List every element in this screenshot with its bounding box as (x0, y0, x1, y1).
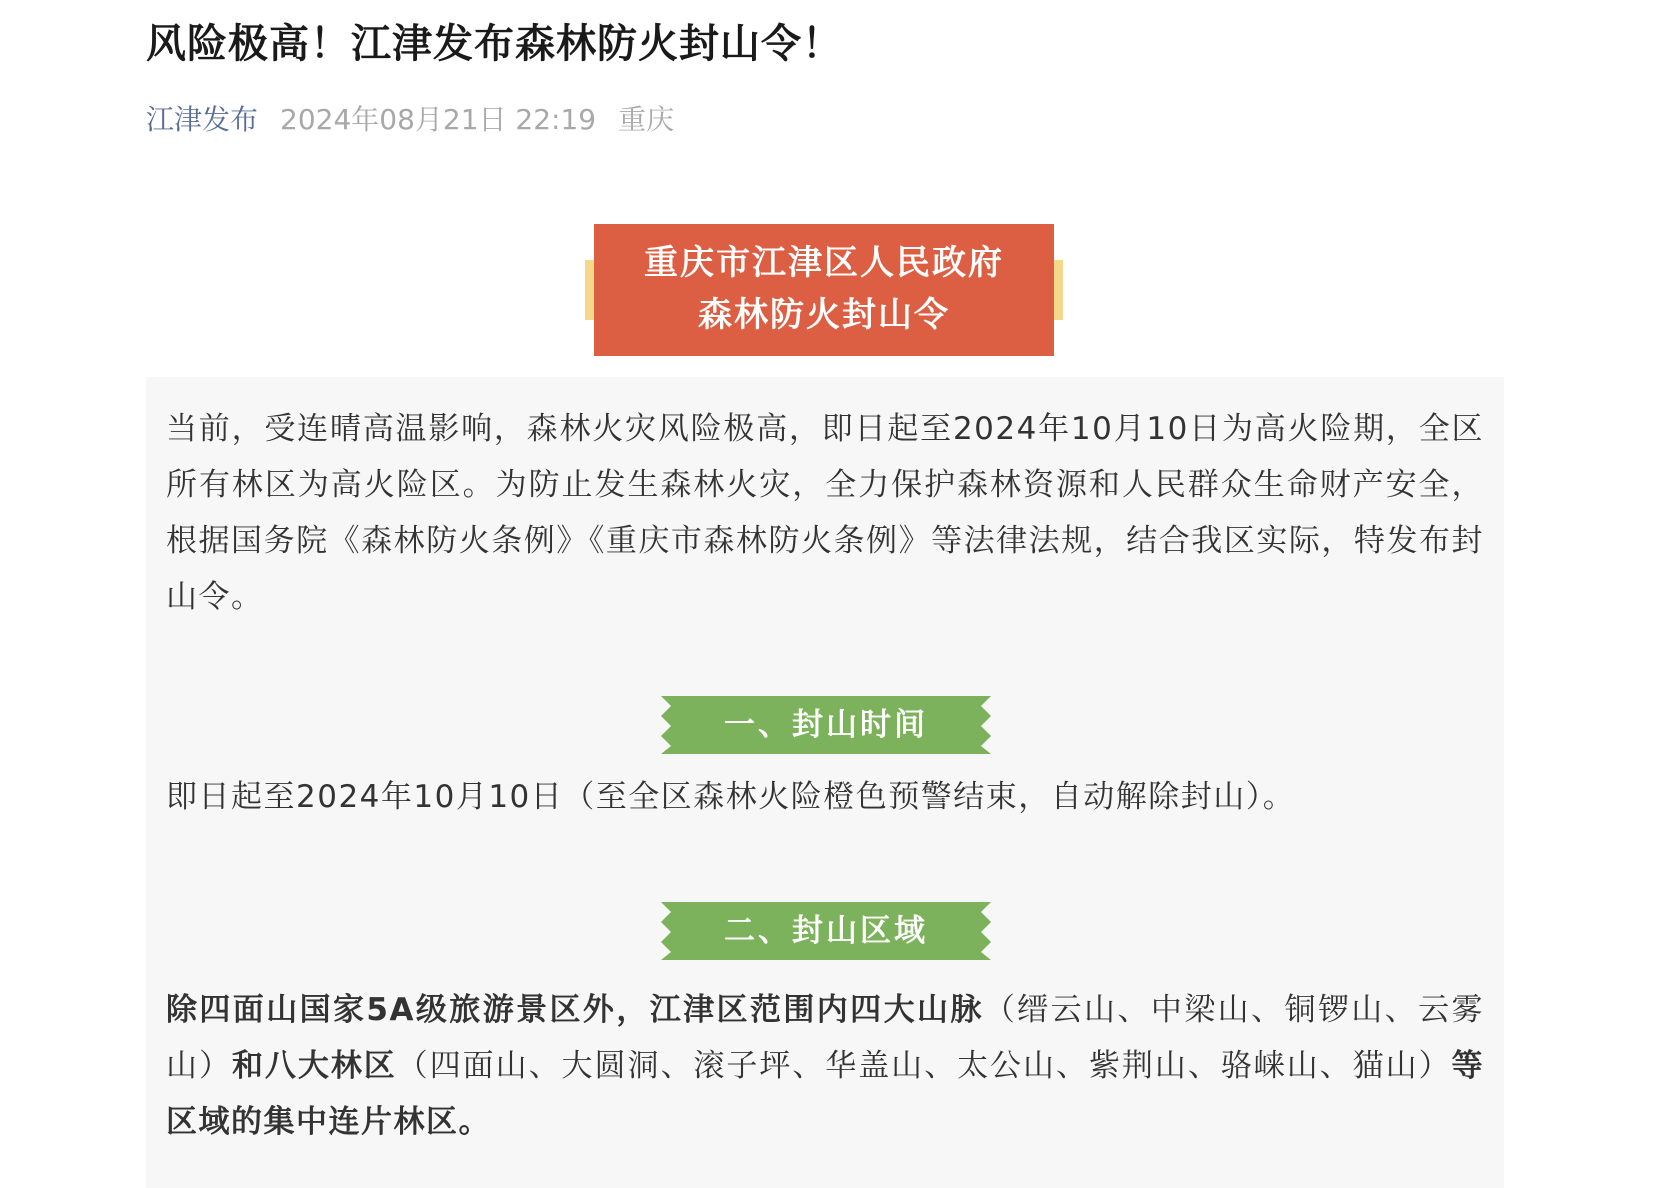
section-time-text: 即日起至2024年10月10日（至全区森林火险橙色预警结束，自动解除封山）。 (166, 779, 1296, 815)
article-meta (146, 100, 674, 140)
title-banner (585, 224, 1063, 356)
section-heading-label: 一、封山时间 (724, 707, 928, 743)
section-heading-label: 二、封山区域 (724, 913, 928, 949)
banner-line-2: 森林防火封山令 (698, 295, 950, 335)
area-bold-1: 除四面山国家5A级旅游景区外，江津区范围内四大山脉 (166, 992, 984, 1028)
section-heading-area (661, 900, 991, 962)
banner-line-1: 重庆市江津区人民政府 (644, 243, 1004, 283)
banner-wing-right (1053, 260, 1063, 320)
author-link[interactable]: 江津发布 (146, 103, 259, 136)
area-normal-2: （四面山、大圆洞、滚子坪、华盖山、太公山、紫荆山、骆崃山、猫山） (396, 1048, 1452, 1084)
publish-date: 2024年08月21日 22:19 (280, 103, 597, 136)
article-title: 风险极高！江津发布森林防火封山令！ (146, 21, 843, 67)
publish-location: 重庆 (618, 103, 675, 136)
section-area-text (166, 982, 1484, 1150)
content-panel (146, 377, 1504, 1188)
section-heading-time (661, 694, 991, 756)
area-bold-2: 和八大林区 (231, 1048, 397, 1084)
area-normal-1: （缙云山、中梁山、铜锣山、云雾山） (166, 992, 1484, 1084)
banner-box (594, 224, 1054, 356)
area-bold-3: 等区域的集中连片林区。 (166, 1048, 1485, 1140)
intro-paragraph: 当前，受连晴高温影响，森林火灾风险极高，即日起至2024年10月10日为高火险期，全区所有林区为高火险区。为防止发生森林火灾，全力保护森林资源和人民群众生命财产安全，根据国务院《森林防火条例》《重庆市森林防火条例》等法律法规，结合我区实际，特发布封山令。 (166, 411, 1484, 615)
